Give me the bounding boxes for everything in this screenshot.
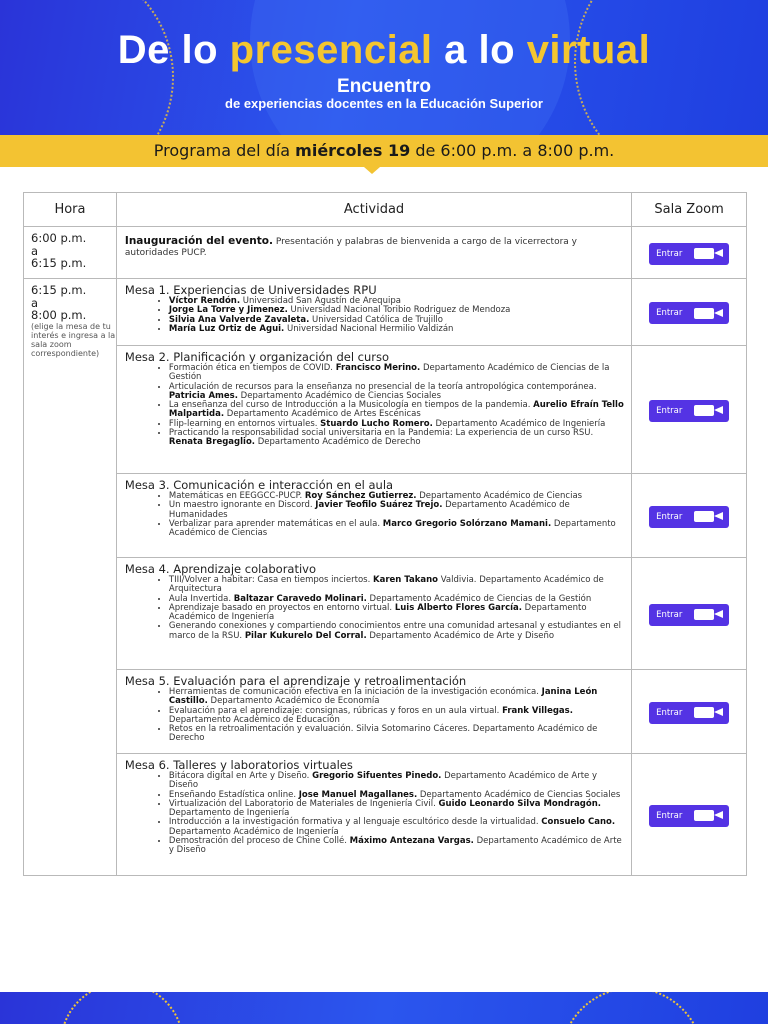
list-item: • Virtualización del Laboratorio de Materiales de Ingeniería Civil. Guido Leonardo Silva Mondragón. Departamento de Ingeniería [169,800,625,819]
banner-suffix: de 6:00 p.m. a 8:00 p.m. [410,141,615,160]
entrar-button[interactable] [649,243,729,265]
mesa-items [125,364,625,448]
entrar-button[interactable] [649,805,729,827]
sala-cell [632,754,747,876]
mesa-cell [116,754,631,876]
sala-cell [632,670,747,754]
title-highlight: virtual [526,28,651,72]
table-header-row [24,193,747,227]
hora-end: 6:15 p.m. [31,256,87,270]
table-row [24,670,747,754]
list-item: • Verbalizar para aprender matemáticas en el aula. Marco Gregorio Solórzano Mamani. Departamento Académico de Ciencias [169,520,625,539]
program-date-banner [0,135,768,167]
entrar-label: Entrar [656,248,683,259]
hora-start: 6:00 p.m. [31,231,87,245]
hora-start: 6:15 p.m. [31,283,87,297]
event-subtitle: Encuentro [337,76,431,97]
entrar-label: Entrar [656,405,683,416]
hora-separator: a [31,295,39,310]
list-item: • Flip-learning en entornos virtuales. Stuardo Lucho Romero. Departamento Académico de Ingeniería [169,420,625,429]
sala-cell [632,279,747,346]
mesa-cell [116,558,631,670]
list-item: • Formación ética en tiempos de COVID. Francisco Merino. Departamento Académico de Ciencias de la Gestión [169,364,625,383]
sala-cell [632,227,747,279]
header-banner [0,0,768,135]
decorative-dotted-circle [60,992,184,1024]
hora-cell [24,227,117,279]
title-part: De lo [117,28,230,72]
title-highlight: presencial [229,28,433,72]
hora-note: (elige la mesa de tu interés e ingresa a la sala zoom correspondiente) [31,321,116,358]
sala-cell [632,474,747,558]
mesa-title: Mesa 1. Experiencias de Universidades RPU [124,283,377,297]
mesa-title: Mesa 3. Comunicación e interacción en el aula [124,478,394,492]
inauguration-title: Inauguración del evento. [124,235,273,247]
sala-cell [632,558,747,670]
hora-separator: a [31,243,39,258]
video-camera-icon [694,510,724,523]
banner-date: miércoles 19 [295,141,411,160]
header-sala-zoom: Sala Zoom [632,193,747,227]
list-item: • Un maestro ignorante en Discord. Javier Teofilo Suárez Trejo. Departamento Académico de Humanidades [169,501,625,520]
list-item: • Practicando la responsabilidad social universitaria en la Pandemia: La experiencia de un curso RSU. Renata Bregaglio. Departamento Académico de Derecho [169,429,625,448]
hora-cell [24,279,117,876]
table-row [24,346,747,474]
entrar-label: Entrar [656,707,683,718]
list-item: • Introducción a la investigación formativa y al lenguaje escultórico desde la virtualidad. Consuelo Cano. Departamento Académico de Ingeniería [169,818,625,837]
decorative-dotted-circle [560,992,704,1024]
list-item: • La enseñanza del curso de Introducción a la Musicología en tiempos de la pandemia. Aurelio Efraín Tello Malpartida. Departamento Académico de Artes Escénicas [169,401,625,420]
list-item: • Matemáticas en EEGGCC-PUCP. Roy Sánchez Gutierrez. Departamento Académico de Ciencias [169,492,625,501]
table-row [24,558,747,670]
mesa-cell [116,279,631,346]
mesa-cell [116,346,631,474]
mesa-items [125,492,625,538]
list-item: • Enseñando Estadística online. Jose Manuel Magallanes. Departamento Académico de Ciencias Sociales [169,791,625,800]
list-item: • Evaluación para el aprendizaje: consignas, rúbricas y foros en un aula virtual. Frank Villegas. Departamento Académico de Educación [169,707,625,726]
table-row [24,227,747,279]
event-title [0,28,768,73]
header-actividad: Actividad [116,193,631,227]
event-subtitle-description: de experiencias docentes en la Educación Superior [225,96,543,111]
video-camera-icon [694,247,724,260]
list-item: • TIII/Volver a habitar: Casa en tiempos inciertos. Karen Takano Valdivia. Departamento Académico de Arquitectura [169,576,625,595]
list-item: • Generando conexiones y compartiendo conocimientos entre una comunidad artesanal y estudiantes en el marco de la RSU. Pilar Kukurelo Del Corral. Departamento Académico de Arte y Diseño [169,622,625,641]
video-camera-icon [694,809,724,822]
mesa-items [125,772,625,856]
video-camera-icon [694,608,724,621]
table-row [24,474,747,558]
footer-banner [0,992,768,1024]
entrar-button[interactable] [649,506,729,528]
list-item: • María Luz Ortiz de Agui. Universidad Nacional Hermilio Valdizán [169,325,625,334]
banner-arrow-decoration [364,167,380,174]
list-item: • Silvia Ana Valverde Zavaleta. Universidad Católica de Trujillo [169,316,625,325]
video-camera-icon [694,706,724,719]
header-hora: Hora [24,193,117,227]
mesa-cell [116,670,631,754]
entrar-label: Entrar [656,609,683,620]
mesa-title: Mesa 2. Planificación y organización del curso [124,350,390,364]
mesa-items [125,688,625,744]
entrar-label: Entrar [656,308,683,318]
list-item: • Jorge La Torre y Jimenez. Universidad Nacional Toribio Rodriguez de Mendoza [169,306,625,315]
entrar-button[interactable] [649,302,729,324]
sala-cell [632,346,747,474]
inauguration-description: Presentación y palabras de bienvenida a cargo de la vicerrectora y autoridades PUCP. [124,237,577,258]
title-part: a lo [432,28,527,72]
entrar-button[interactable] [649,400,729,422]
video-camera-icon [694,307,724,320]
list-item: • Aula Invertida. Baltazar Caravedo Molinari. Departamento Académico de Ciencias de la Gestión [169,595,625,604]
entrar-label: Entrar [656,810,683,821]
list-item: • Demostración del proceso de Chine Collé. Máximo Antezana Vargas. Departamento Académico de Arte y Diseño [169,837,625,856]
video-camera-icon [694,404,724,417]
list-item: • Bitácora digital en Arte y Diseño. Gregorio Sifuentes Pinedo. Departamento Académico de Arte y Diseño [169,772,625,791]
actividad-cell [116,227,631,279]
list-item: • Víctor Rendón. Universidad San Agustín de Arequipa [169,297,625,306]
mesa-items [125,297,625,334]
mesa-title: Mesa 5. Evaluación para el aprendizaje y retroalimentación [124,674,467,688]
mesa-cell [116,474,631,558]
mesa-title: Mesa 6. Talleres y laboratorios virtuales [124,758,353,772]
inauguration-text [125,232,625,259]
table-row [24,754,747,876]
list-item: • Aprendizaje basado en proyectos en entorno virtual. Luis Alberto Flores García. Departamento Académico de Ingeniería [169,604,625,623]
mesa-items [125,576,625,641]
entrar-label: Entrar [656,511,683,522]
list-item: • Articulación de recursos para la enseñanza no presencial de la teoría antropológica contemporánea. Patricia Ames. Departamento Académico de Ciencias Sociales [169,383,625,402]
list-item: • Retos en la retroalimentación y evaluación. Silvia Sotomarino Cáceres. Departamento Académico de Derecho [169,725,625,744]
entrar-button[interactable] [649,702,729,724]
program-table [23,192,747,876]
table-row [24,279,747,346]
list-item: • Herramientas de comunicación efectiva en la iniciación de la investigación económica. Janina León Castillo. Departamento Académico de Economía [169,688,625,707]
hora-end: 8:00 p.m. [31,308,87,322]
banner-prefix: Programa del día [153,141,296,160]
mesa-title: Mesa 4. Aprendizaje colaborativo [124,562,317,576]
entrar-button[interactable] [649,604,729,626]
